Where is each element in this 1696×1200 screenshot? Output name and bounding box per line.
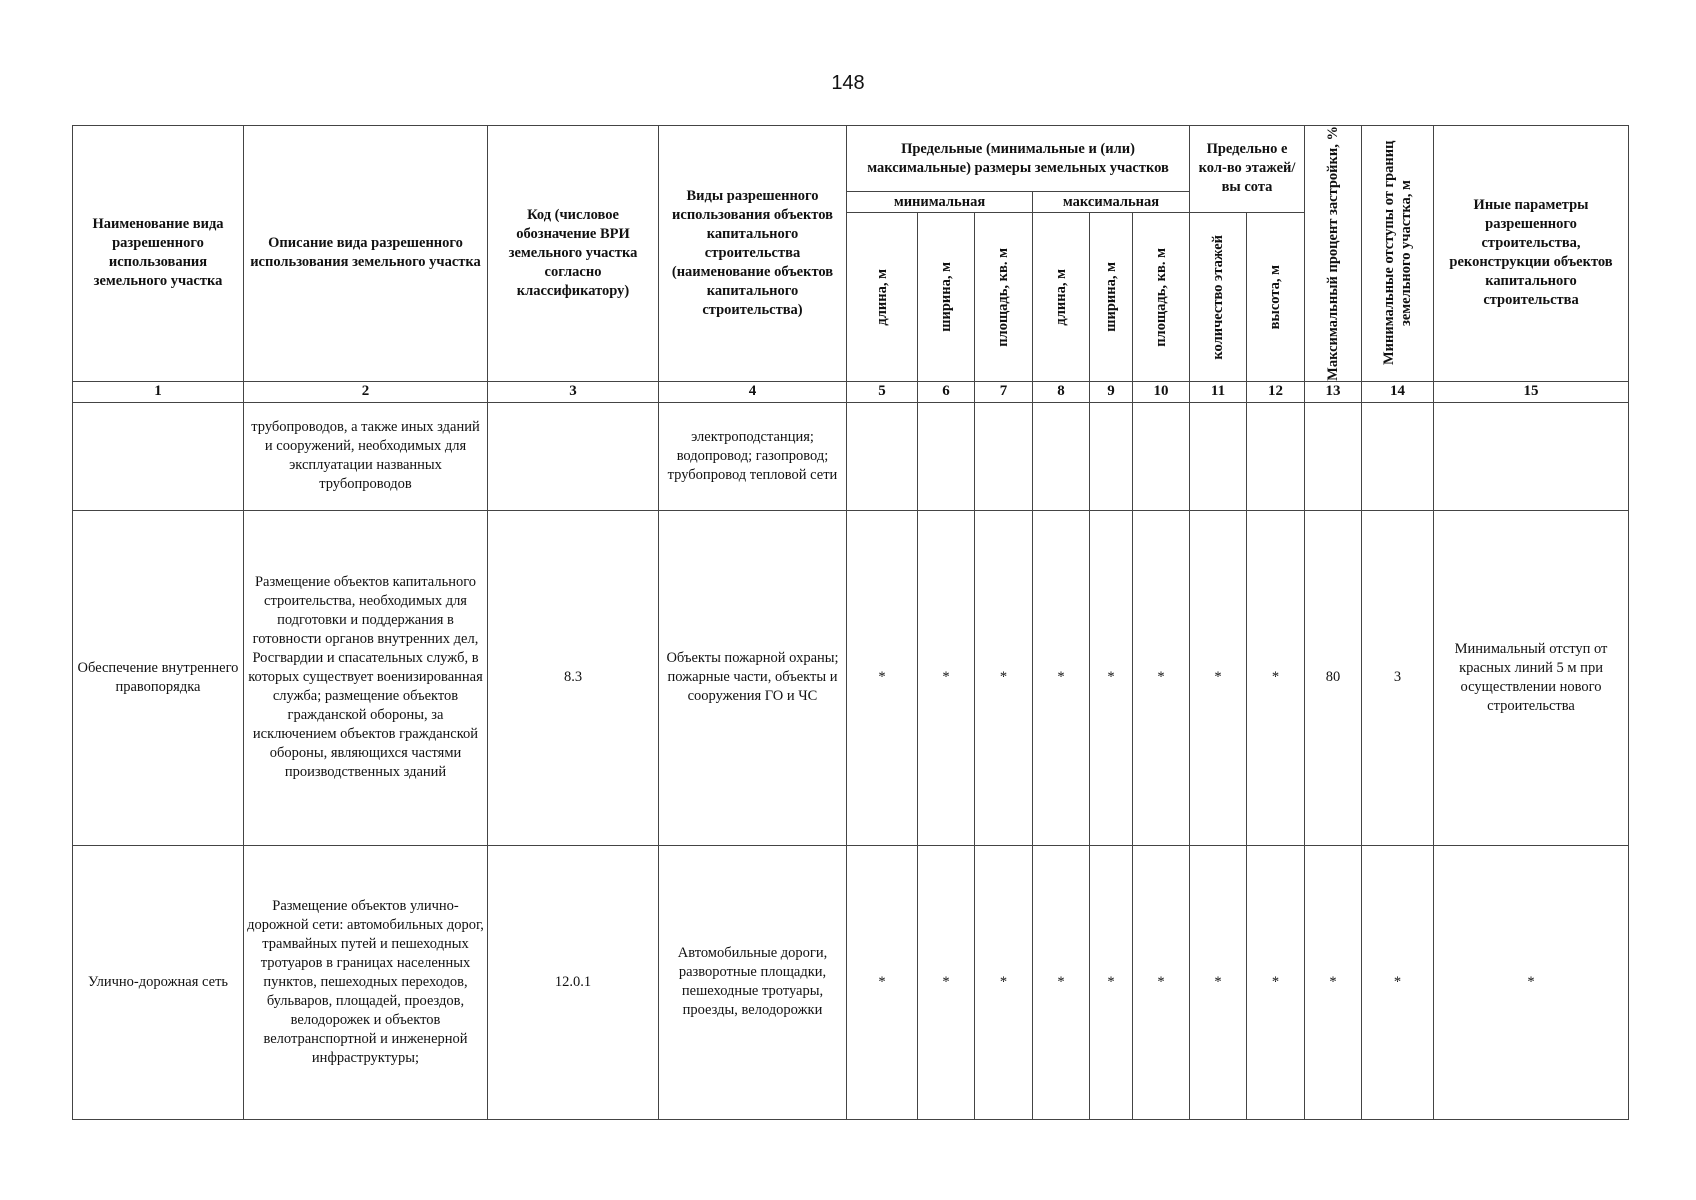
capital-objects-cell: электроподстанция; водопровод; газопровод; трубопровод тепловой сети bbox=[659, 402, 847, 510]
header-max-length bbox=[1033, 212, 1090, 381]
param-cell bbox=[1133, 402, 1190, 510]
param-cell: * bbox=[847, 845, 918, 1119]
column-number: 7 bbox=[975, 381, 1033, 402]
header-min-setbacks bbox=[1362, 126, 1434, 382]
use-name-cell bbox=[73, 402, 244, 510]
column-number: 3 bbox=[488, 381, 659, 402]
header-maximum: максимальная bbox=[1033, 192, 1190, 213]
param-cell: * bbox=[847, 510, 918, 845]
param-cell: * bbox=[1090, 510, 1133, 845]
use-description-cell: Размещение объектов улично-дорожной сети: автомобильных дорог, трамвайных путей и пешеходных тротуаров в границах населенных пунктов, пешеходных переходов, бульваров, площадей, проездов, велодорожек и объектов велотранспортной и инженерной инфраструктуры; bbox=[244, 845, 488, 1119]
param-cell bbox=[975, 402, 1033, 510]
param-cell: * bbox=[1247, 845, 1305, 1119]
param-cell: * bbox=[975, 510, 1033, 845]
header-max-length-text: длина, м bbox=[1052, 268, 1069, 326]
param-cell: * bbox=[1133, 510, 1190, 845]
header-min-setbacks-text: Минимальные отступы от границ земельного участка, м bbox=[1380, 141, 1414, 366]
param-cell bbox=[847, 402, 918, 510]
header-code: Код (числовое обозначение ВРИ земельного участка согласно классификатору) bbox=[488, 126, 659, 382]
param-cell: * bbox=[1305, 845, 1362, 1119]
use-description-cell: Размещение объектов капитального строительства, необходимых для подготовки и поддержания в готовности органов внутренних дел, Росгвардии и спасательных служб, в которых существует военизированная служба; размещение объектов гражданской обороны, за исключением объектов гражданской обороны, являющихся частями производственных зданий bbox=[244, 510, 488, 845]
header-floors-limit: Предельно е кол-во этажей/вы сота bbox=[1190, 126, 1305, 213]
header-max-width-text: ширина, м bbox=[1102, 262, 1119, 332]
param-cell: * bbox=[1190, 510, 1247, 845]
param-cell bbox=[1090, 402, 1133, 510]
capital-objects-cell: Автомобильные дороги, разворотные площадки, пешеходные тротуары, проезды, велодорожки bbox=[659, 845, 847, 1119]
param-cell: * bbox=[1362, 845, 1434, 1119]
page-number: 148 bbox=[831, 72, 865, 94]
other-params-cell: * bbox=[1434, 845, 1629, 1119]
column-number: 2 bbox=[244, 381, 488, 402]
header-max-area-text: площадь, кв. м bbox=[1152, 247, 1169, 347]
header-use-name: Наименование вида разрешенного использования земельного участка bbox=[73, 126, 244, 382]
header-min-width bbox=[918, 212, 975, 381]
column-number-row bbox=[73, 381, 1629, 402]
param-cell: * bbox=[918, 845, 975, 1119]
header-height bbox=[1247, 212, 1305, 381]
param-cell: * bbox=[1190, 845, 1247, 1119]
param-cell: * bbox=[1033, 510, 1090, 845]
param-cell: 80 bbox=[1305, 510, 1362, 845]
use-name-cell: Улично-дорожная сеть bbox=[73, 845, 244, 1119]
param-cell bbox=[1033, 402, 1090, 510]
param-cell bbox=[1305, 402, 1362, 510]
header-plot-size-limits: Предельные (минимальные и (или) максимальные) размеры земельных участков bbox=[847, 126, 1190, 192]
header-max-width bbox=[1090, 212, 1133, 381]
param-cell bbox=[918, 402, 975, 510]
param-cell: * bbox=[1247, 510, 1305, 845]
header-max-building-percent bbox=[1305, 126, 1362, 382]
param-cell: * bbox=[918, 510, 975, 845]
column-number: 15 bbox=[1434, 381, 1629, 402]
code-cell: 8.3 bbox=[488, 510, 659, 845]
header-use-description: Описание вида разрешенного использования земельного участка bbox=[244, 126, 488, 382]
use-name-cell: Обеспечение внутреннего правопорядка bbox=[73, 510, 244, 845]
param-cell: 3 bbox=[1362, 510, 1434, 845]
land-use-regulation-table bbox=[72, 125, 1629, 1120]
table-header bbox=[73, 126, 1629, 403]
column-number: 6 bbox=[918, 381, 975, 402]
header-floors-count bbox=[1190, 212, 1247, 381]
column-number: 11 bbox=[1190, 381, 1247, 402]
header-max-building-percent-text: Максимальный процент застройки, % bbox=[1324, 126, 1341, 381]
table-row bbox=[73, 845, 1629, 1119]
header-min-length bbox=[847, 212, 918, 381]
header-capital-objects: Виды разрешенного использования объектов капитального строительства (наименование объектов капитального строительства) bbox=[659, 126, 847, 382]
header-min-width-text: ширина, м bbox=[937, 262, 954, 332]
column-number: 13 bbox=[1305, 381, 1362, 402]
header-min-area-text: площадь, кв. м bbox=[995, 247, 1011, 347]
header-max-area bbox=[1133, 212, 1190, 381]
header-other-params: Иные параметры разрешенного строительства, реконструкции объектов капитального строительства bbox=[1434, 126, 1629, 382]
column-number: 4 bbox=[659, 381, 847, 402]
column-number: 9 bbox=[1090, 381, 1133, 402]
header-height-text: высота, м bbox=[1267, 264, 1284, 330]
code-cell: 12.0.1 bbox=[488, 845, 659, 1119]
column-number: 14 bbox=[1362, 381, 1434, 402]
column-number: 8 bbox=[1033, 381, 1090, 402]
table-row bbox=[73, 510, 1629, 845]
column-number: 12 bbox=[1247, 381, 1305, 402]
other-params-cell bbox=[1434, 402, 1629, 510]
header-min-length-text: длина, м bbox=[873, 268, 890, 326]
code-cell bbox=[488, 402, 659, 510]
param-cell bbox=[1247, 402, 1305, 510]
param-cell bbox=[1362, 402, 1434, 510]
column-number: 1 bbox=[73, 381, 244, 402]
header-floors-count-text: количество этажей bbox=[1209, 234, 1226, 360]
param-cell: * bbox=[1133, 845, 1190, 1119]
param-cell: * bbox=[1033, 845, 1090, 1119]
table-row bbox=[73, 402, 1629, 510]
column-number: 10 bbox=[1133, 381, 1190, 402]
param-cell: * bbox=[975, 845, 1033, 1119]
param-cell bbox=[1190, 402, 1247, 510]
header-minimum: минимальная bbox=[847, 192, 1033, 213]
column-number: 5 bbox=[847, 381, 918, 402]
use-description-cell: трубопроводов, а также иных зданий и сооружений, необходимых для эксплуатации названных трубопроводов bbox=[244, 402, 488, 510]
other-params-cell: Минимальный отступ от красных линий 5 м при осуществлении нового строительства bbox=[1434, 510, 1629, 845]
header-min-area bbox=[975, 212, 1033, 381]
capital-objects-cell: Объекты пожарной охраны; пожарные части, объекты и сооружения ГО и ЧС bbox=[659, 510, 847, 845]
param-cell: * bbox=[1090, 845, 1133, 1119]
